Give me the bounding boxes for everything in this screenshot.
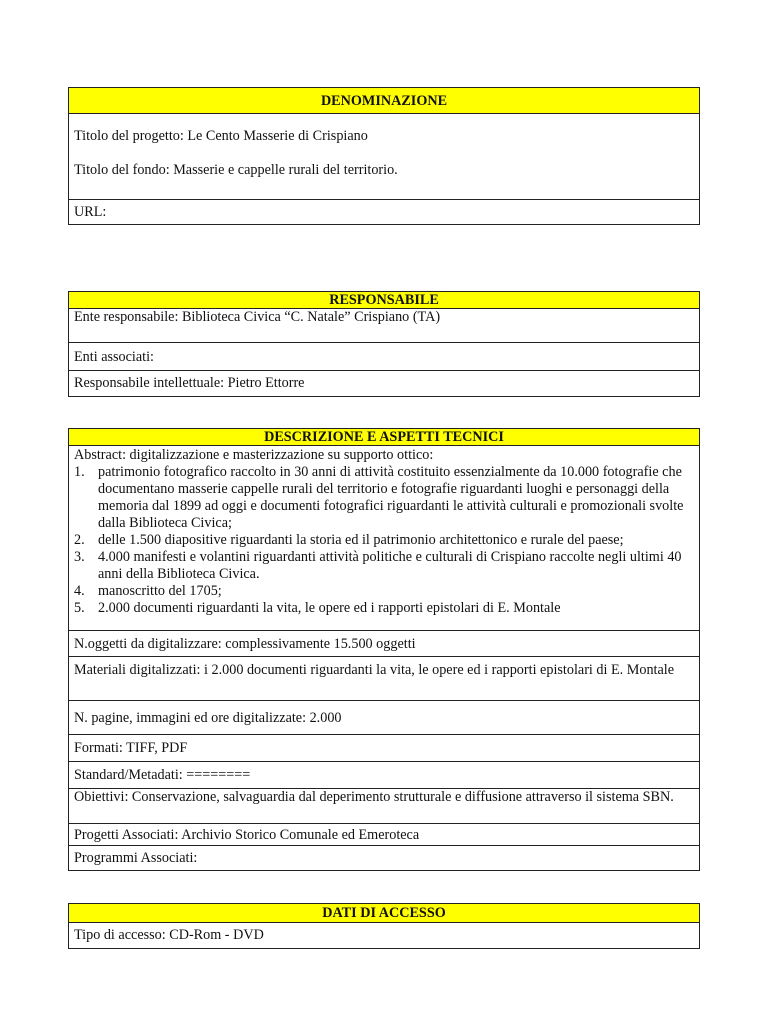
list-item-number: 2. <box>74 532 85 548</box>
url-field: URL: <box>74 204 107 220</box>
list-item <box>74 549 694 583</box>
access-type: Tipo di accesso: CD-Rom - DVD <box>74 927 264 943</box>
list-item <box>74 600 694 617</box>
list-item-text: patrimonio fotografico raccolto in 30 anni di attività costituito essenzialmente da 10.000 fotografie che documentano masserie cappelle rurali del territorio e fotografie riguardanti luoghi e personaggi della memoria dal 1899 ad oggi e documenti fotografici riguardanti le attività culturali e promozionali svolte dalla Biblioteca Civica; <box>98 464 684 531</box>
abstract-text: Abstract: digitalizzazione e masterizzazione su supporto ottico: <box>74 447 434 463</box>
associated-projects: Progetti Associati: Archivio Storico Comunale ed Emeroteca <box>69 824 699 846</box>
list-item-text: manoscritto del 1705; <box>98 583 222 599</box>
objectives: Obiettivi: Conservazione, salvaguardia dal deperimento strutturale e diffusione attraverso il sistema SBN. <box>69 789 699 824</box>
responsabile-header: RESPONSABILE <box>69 292 699 309</box>
list-item-text: delle 1.500 diapositive riguardanti la storia ed il patrimonio architettonico e rurale del paese; <box>98 532 624 548</box>
list-item-text: 2.000 documenti riguardanti la vita, le opere ed i rapporti epistolari di E. Montale <box>98 600 561 616</box>
list-item-number: 5. <box>74 600 85 616</box>
abstract-list <box>74 464 694 617</box>
digitized-pages: N. pagine, immagini ed ore digitalizzate: 2.000 <box>69 701 699 735</box>
list-item-number: 3. <box>74 549 85 565</box>
objects-count: N.oggetti da digitalizzare: complessivamente 15.500 oggetti <box>69 631 699 657</box>
formats: Formati: TIFF, PDF <box>69 735 699 762</box>
list-item-number: 4. <box>74 583 85 599</box>
standard-metadata: Standard/Metadati: ======== <box>69 762 699 789</box>
denominazione-header: DENOMINAZIONE <box>69 88 699 114</box>
intellectual-responsible: Responsabile intellettuale: Pietro Ettorre <box>74 375 305 391</box>
descrizione-section <box>68 428 700 871</box>
descrizione-header: DESCRIZIONE E ASPETTI TECNICI <box>69 429 699 446</box>
dati-accesso-section <box>68 903 700 949</box>
fund-title: Titolo del fondo: Masserie e cappelle rurali del territorio. <box>74 162 398 178</box>
list-item <box>74 583 694 600</box>
denominazione-section <box>68 87 700 225</box>
abstract-block <box>69 446 699 631</box>
list-item-number: 1. <box>74 464 85 480</box>
associated-entities: Enti associati: <box>69 343 699 371</box>
list-item <box>74 464 694 532</box>
project-info <box>69 114 699 200</box>
dati-accesso-header: DATI DI ACCESSO <box>69 904 699 923</box>
list-item <box>74 532 694 549</box>
project-title: Titolo del progetto: Le Cento Masserie di Crispiano <box>74 128 368 144</box>
responsabile-section <box>68 291 700 397</box>
responsible-entity: Ente responsabile: Biblioteca Civica “C. Natale” Crispiano (TA) <box>69 309 699 343</box>
associated-programs: Programmi Associati: <box>74 850 198 866</box>
digitized-materials: Materiali digitalizzati: i 2.000 documenti riguardanti la vita, le opere ed i rapporti epistolari di E. Montale <box>69 657 699 701</box>
list-item-text: 4.000 manifesti e volantini riguardanti attività politiche e culturali di Crispiano raccolte negli ultimi 40 anni della Biblioteca Civica. <box>98 549 682 582</box>
